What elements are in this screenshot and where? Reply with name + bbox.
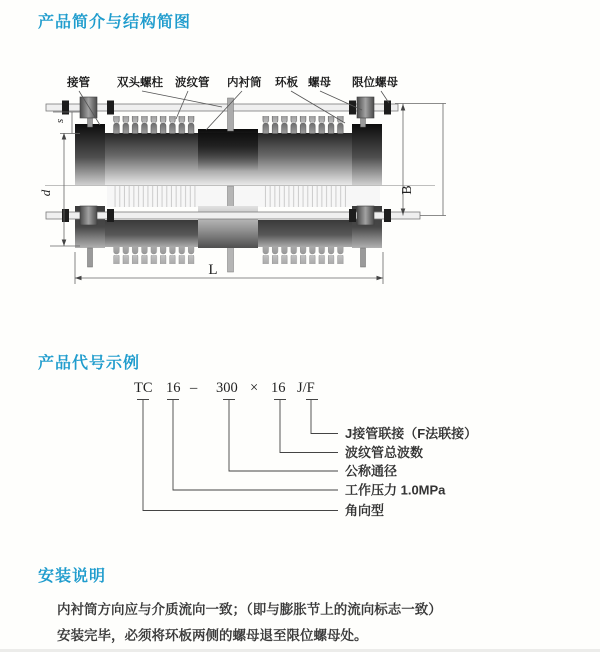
section-title-install: 安装说明 <box>38 568 107 585</box>
bellows-inner-lines-right <box>262 186 346 207</box>
callout-model: 角向型 <box>345 503 385 518</box>
pipe-body-bottom <box>105 220 380 247</box>
connector-connection <box>306 400 338 434</box>
nut-small-bottom-left <box>107 209 114 222</box>
dim-L-arrow-right <box>377 276 384 281</box>
dim-L-arrow-left <box>75 276 82 281</box>
leader-inner-liner <box>206 91 242 130</box>
leader-connector-pipe <box>79 91 100 125</box>
product-code-breakdown <box>134 380 477 518</box>
hex-nut-bottom-right <box>357 206 374 225</box>
leader-ring-plate <box>291 91 345 123</box>
dim-B-arrow-top <box>401 104 406 111</box>
label-limit-nut: 限位螺母 <box>352 77 398 89</box>
dim-B-arrow-bottom <box>401 209 406 216</box>
dimension-s <box>53 112 80 134</box>
dim-label-L: L <box>208 262 218 278</box>
stud-top-left <box>88 113 93 127</box>
tie-rod-bottom-bar <box>46 212 420 219</box>
dimension-L <box>75 252 383 284</box>
center-collar-bottom <box>198 206 258 248</box>
dimension-B <box>395 104 446 216</box>
limit-nut-top-left <box>62 101 69 115</box>
leader-nut <box>320 91 362 110</box>
hex-nut-top-left <box>80 97 97 118</box>
part-labels <box>66 75 398 89</box>
code-token-pressure: 16 <box>166 380 181 396</box>
section-title-code: 产品代号示例 <box>38 355 141 372</box>
leader-lines <box>79 91 389 130</box>
bellows-top-right <box>262 116 346 134</box>
dim-label-B: B <box>400 185 415 195</box>
hex-nut-top-right <box>357 97 374 118</box>
end-cap-bottom-right <box>352 206 382 248</box>
end-cap-top-right <box>352 124 382 185</box>
label-ring-plate: 环板 <box>275 77 298 89</box>
label-nut: 螺母 <box>308 77 331 89</box>
center-stud-upper <box>228 98 234 131</box>
connector-diameter <box>223 400 338 472</box>
connector-waves <box>274 400 338 453</box>
interior-gap <box>107 186 380 207</box>
limit-nut-top-right <box>384 101 391 115</box>
end-cap-top-left <box>75 124 105 185</box>
callout-waves: 波纹管总波数 <box>345 445 424 460</box>
label-stud: 双头螺柱 <box>117 77 163 89</box>
section-title-structure: 产品简介与结构简图 <box>38 14 192 31</box>
label-inner-liner: 内衬筒 <box>227 77 262 89</box>
code-callouts <box>345 426 477 518</box>
dim-label-d: d <box>38 189 53 197</box>
leader-limit-nut <box>381 91 389 103</box>
label-connector-pipe: 接管 <box>67 77 90 89</box>
pipe-body-top <box>105 133 380 185</box>
dim-label-s: s <box>54 118 66 124</box>
code-connector-lines <box>137 400 338 511</box>
hex-nut-bottom-left <box>80 206 97 225</box>
code-token-diameter: 300 <box>216 380 238 396</box>
end-cap-bottom-left <box>75 206 105 248</box>
bellows-bottom-left <box>112 247 196 264</box>
callout-pressure: 工作压力 1.0MPa <box>345 482 446 498</box>
label-bellows: 波纹管 <box>175 77 210 89</box>
code-token-waves: 16 <box>271 380 286 396</box>
stud-bottom-left <box>88 248 93 267</box>
center-collar-top <box>198 129 258 171</box>
code-token-connection: J/F <box>297 380 315 396</box>
stud-bottom-right <box>361 248 366 267</box>
bellows-bottom-right <box>262 247 346 264</box>
install-note-line1: 内衬筒方向应与介质流向一致；（即与膨胀节上的流向标志一致） <box>57 602 442 617</box>
leader-bellows <box>176 91 188 119</box>
code-tokens <box>134 380 315 396</box>
dim-d-arrow-bottom <box>62 240 67 247</box>
tie-rod-top-bar <box>46 104 398 111</box>
connector-model <box>137 400 338 511</box>
bellows-inner-lines-left <box>112 186 196 207</box>
nut-small-top-left <box>107 101 114 115</box>
code-token-model: TC <box>134 380 153 396</box>
install-notes <box>57 597 537 648</box>
connector-pressure <box>167 400 338 491</box>
stud-top-right <box>361 113 366 127</box>
center-stud-lower <box>228 186 234 272</box>
callout-connection: J接管联接（F法联接） <box>345 426 478 441</box>
nut-small-bottom-right <box>349 209 356 222</box>
dim-d-arrow-top <box>62 133 67 140</box>
code-token-dash: – <box>190 380 198 396</box>
tie-rod-bottom <box>46 206 420 267</box>
leader-stud <box>142 91 222 107</box>
code-token-times: × <box>250 380 259 396</box>
limit-nut-bottom-right <box>384 209 391 222</box>
callout-diameter: 公称通径 <box>345 463 398 479</box>
expansion-joint-drawing <box>38 75 446 284</box>
nut-small-top-right <box>349 101 356 115</box>
bellows-top-left <box>112 116 196 134</box>
tie-rod-top <box>46 97 398 131</box>
limit-nut-bottom-left <box>62 209 69 222</box>
dimension-d <box>38 133 80 246</box>
install-note-line2: 安装完毕，必须将环板两侧的螺母退至限位螺母处。 <box>57 627 368 643</box>
